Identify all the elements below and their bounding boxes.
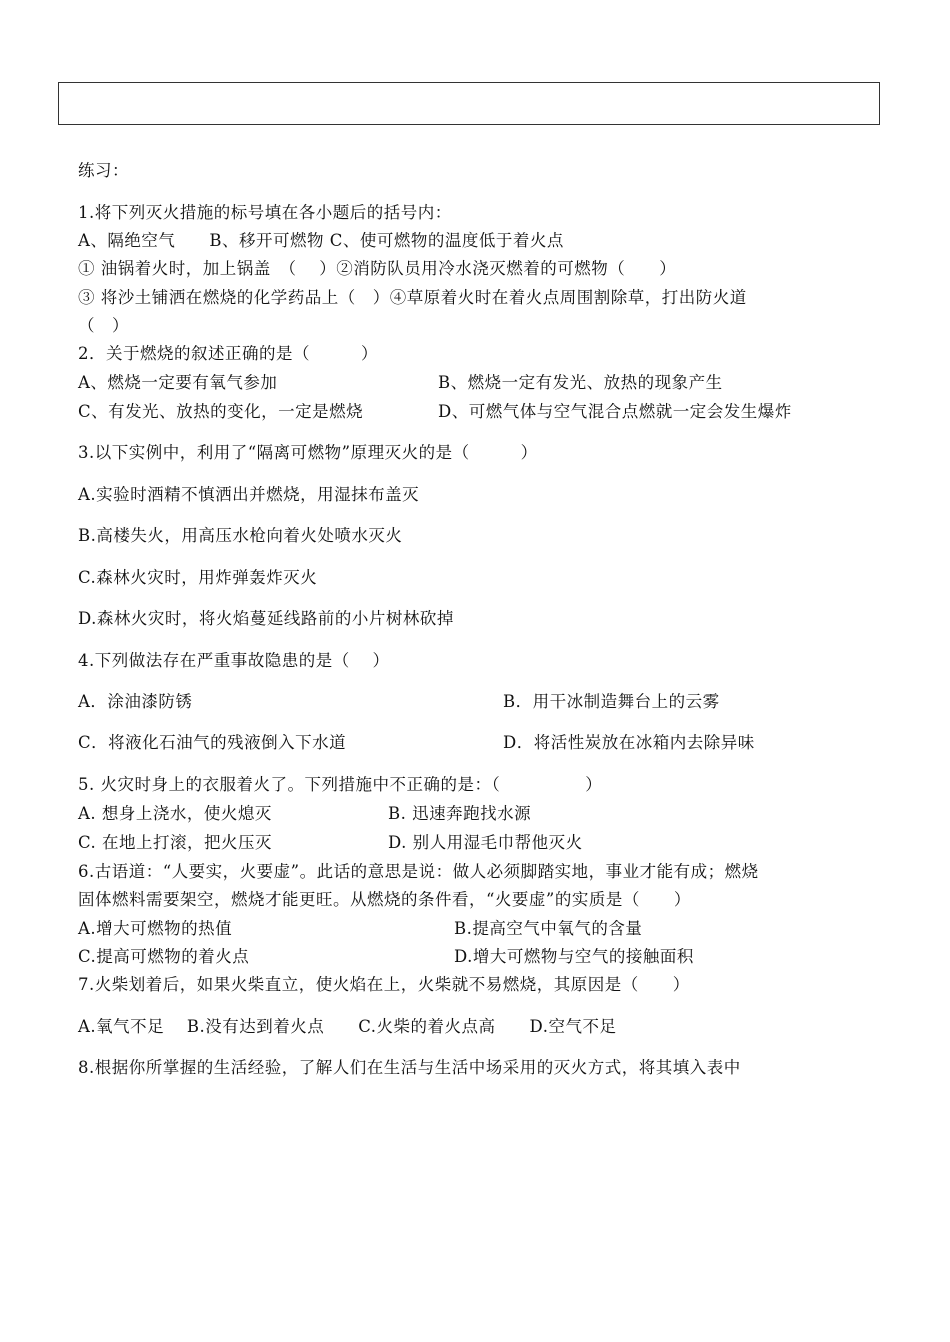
q6-option-c: C.提高可燃物的着火点 bbox=[78, 947, 250, 966]
q6-option-a: A.增大可燃物的热值 bbox=[78, 919, 233, 938]
q5-option-d: D. 别人用湿毛巾帮他灭火 bbox=[388, 833, 583, 852]
q1-items-2b: （ ） bbox=[78, 316, 129, 335]
header-box bbox=[58, 82, 880, 125]
q6-stem-1: 6.古语道：“人要实，火要虚”。此话的意思是说：做人必须脚踏实地，事业才能有成；燃烧 bbox=[78, 862, 759, 881]
q3-option-a: A.实验时酒精不慎洒出并燃烧，用湿抹布盖灭 bbox=[78, 485, 420, 504]
q8-stem: 8.根据你所掌握的生活经验，了解人们在生活与生活中场采用的灭火方式，将其填入表中 bbox=[78, 1058, 741, 1077]
q2-option-d: D、可燃气体与空气混合点燃就一定会发生爆炸 bbox=[438, 402, 792, 421]
q1-items-2: ③ 将沙土铺洒在燃烧的化学药品上（ ）④草原着火时在着火点周围割除草，打出防火道 bbox=[78, 288, 747, 307]
q5-option-a: A. 想身上浇水，使火熄灭 bbox=[78, 804, 272, 823]
q4-option-c: C．将液化石油气的残液倒入下水道 bbox=[78, 733, 347, 752]
q3-option-d: D.森林火灾时，将火焰蔓延线路前的小片树林砍掉 bbox=[78, 609, 454, 628]
q4-stem: 4.下列做法存在严重事故隐患的是（ ） bbox=[78, 651, 390, 670]
q3-stem: 3.以下实例中，利用了“隔离可燃物”原理灭火的是（ ） bbox=[78, 443, 538, 462]
q6-option-b: B.提高空气中氧气的含量 bbox=[454, 919, 643, 938]
q6-option-d: D.增大可燃物与空气的接触面积 bbox=[454, 947, 694, 966]
q7-stem: 7.火柴划着后，如果火柴直立，使火焰在上，火柴就不易燃烧，其原因是（ ） bbox=[78, 975, 690, 994]
q2-option-a: A、燃烧一定要有氧气参加 bbox=[78, 373, 278, 392]
q4-option-a: A．涂油漆防锈 bbox=[78, 692, 193, 711]
q2-stem: 2．关于燃烧的叙述正确的是（ ） bbox=[78, 344, 378, 363]
section-title: 练习： bbox=[78, 161, 129, 180]
q2-option-c: C、有发光、放热的变化，一定是燃烧 bbox=[78, 402, 364, 421]
q7-options: A.氧气不足 B.没有达到着火点 C.火柴的着火点高 D.空气不足 bbox=[78, 1017, 617, 1036]
q4-option-b: B．用干冰制造舞台上的云雾 bbox=[503, 692, 720, 711]
q2-option-b: B、燃烧一定有发光、放热的现象产生 bbox=[438, 373, 723, 392]
q1-stem: 1.将下列灭火措施的标号填在各小题后的括号内： bbox=[78, 203, 452, 222]
q5-option-b: B. 迅速奔跑找水源 bbox=[388, 804, 532, 823]
q1-items-1: ① 油锅着火时，加上锅盖 （ ）②消防队员用冷水浇灭燃着的可燃物（ ） bbox=[78, 259, 677, 278]
q6-stem-2: 固体燃料需要架空，燃烧才能更旺。从燃烧的条件看，“火要虚”的实质是（ ） bbox=[78, 890, 691, 909]
q4-option-d: D．将活性炭放在冰箱内去除异味 bbox=[503, 733, 755, 752]
q3-option-b: B.高楼失火，用高压水枪向着火处喷水灭火 bbox=[78, 526, 403, 545]
q5-option-c: C. 在地上打滚，把火压灭 bbox=[78, 833, 273, 852]
q1-options: A、隔绝空气 B、移开可燃物 C、使可燃物的温度低于着火点 bbox=[78, 231, 564, 250]
q5-stem: 5. 火灾时身上的衣服着火了。下列措施中不正确的是：（ ） bbox=[78, 775, 603, 794]
q3-option-c: C.森林火灾时，用炸弹轰炸灭火 bbox=[78, 568, 318, 587]
